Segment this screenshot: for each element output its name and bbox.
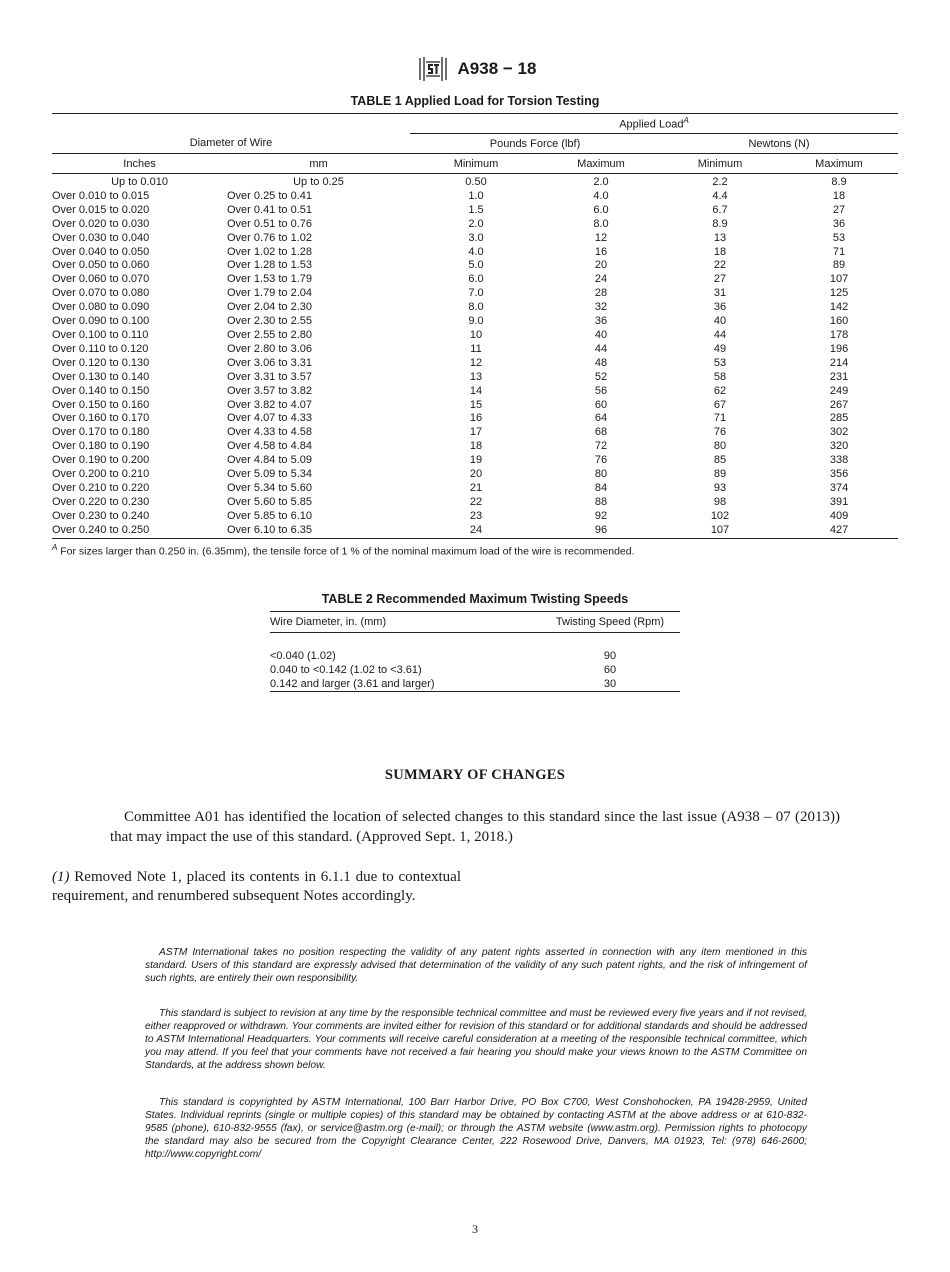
table-cell: 84: [594, 481, 608, 494]
table-cell: 62: [713, 384, 727, 397]
table-cell: 90: [603, 650, 617, 662]
document-id: A938 − 18: [457, 59, 537, 78]
col-wire-diameter: Wire Diameter, in. (mm): [270, 612, 540, 633]
table-row: [52, 287, 898, 301]
legal-copyright-notice: This standard is copyrighted by ASTM International, 100 Barr Harbor Drive, PO Box C700, West Conshohocken, PA 19428-2959, United States. Individual reprints (single or multiple copies) of this standard may be obtained by contacting ASTM at the above address or at 610-832-9585 (phone), 610-832-9555 (fax), or service@astm.org (e-mail); or through the ASTM website (www.astm.org). Permission rights to photocopy the standard may also be secured from the Copyright Clearance Center, 222 Rosewood Drive, Danvers, MA 01923, Tel: (978) 646-2600; http://www.copyright.com/: [145, 1097, 807, 1161]
table-row: [52, 273, 898, 287]
table-cell: Over 0.080 to 0.090: [52, 301, 150, 314]
table-cell: Over 0.110 to 0.120: [52, 342, 149, 355]
table-cell: 53: [832, 231, 846, 244]
table-row: [52, 357, 898, 371]
table-cell: 89: [832, 259, 846, 272]
table-row: [52, 204, 898, 218]
summary-title: SUMMARY OF CHANGES: [384, 767, 566, 783]
table-cell: Up to 0.010: [111, 176, 168, 188]
table-cell: 36: [832, 217, 846, 230]
table-cell: 93: [713, 481, 727, 494]
table1-applied-load: [52, 113, 898, 539]
table-cell: 285: [829, 412, 849, 425]
table-cell: Over 1.53 to 1.79: [227, 273, 312, 286]
col-lbf-minimum: Minimum: [410, 154, 542, 174]
table-cell: 15: [469, 398, 483, 411]
table-cell: 2.2: [712, 176, 728, 188]
table-cell: Over 5.34 to 5.60: [227, 481, 312, 494]
table2-twisting-speeds: [270, 611, 680, 692]
table-cell: Over 0.060 to 0.070: [52, 273, 150, 286]
table-cell: 89: [713, 468, 727, 481]
table-cell: Over 3.06 to 3.31: [227, 356, 312, 369]
astm-logo-icon: [414, 54, 452, 84]
table-cell: 16: [594, 245, 608, 258]
table-cell: Over 4.07 to 4.33: [227, 412, 312, 425]
table-cell: Over 0.150 to 0.160: [52, 398, 150, 411]
table-cell: Over 0.240 to 0.250: [52, 523, 150, 536]
table-cell: <0.040 (1.02): [270, 650, 336, 662]
table-cell: 58: [713, 370, 727, 383]
table-row: [52, 190, 898, 204]
table-cell: Over 0.050 to 0.060: [52, 259, 150, 272]
table-cell: Over 0.51 to 0.76: [227, 217, 312, 230]
table-cell: Over 1.28 to 1.53: [227, 259, 312, 272]
table-cell: Over 2.04 to 2.30: [227, 301, 312, 314]
col-twisting-speed: Twisting Speed (Rpm): [540, 612, 680, 633]
col-n-minimum: Minimum: [660, 154, 780, 174]
table-cell: Over 4.33 to 4.58: [227, 426, 312, 439]
table-cell: 7.0: [468, 287, 484, 300]
document-header: [0, 52, 950, 86]
header-newtons: Newtons (N): [660, 134, 898, 154]
table-cell: 64: [594, 412, 608, 425]
table-cell: Over 0.130 to 0.140: [52, 370, 150, 383]
table-cell: 427: [829, 523, 849, 536]
table-cell: Over 0.120 to 0.130: [52, 356, 150, 369]
table-cell: 67: [713, 398, 727, 411]
table-cell: 4.0: [593, 189, 609, 202]
table-cell: 4.4: [712, 189, 728, 202]
table-cell: Up to 0.25: [293, 176, 344, 188]
table-cell: 11: [470, 342, 482, 355]
table-cell: 80: [594, 468, 608, 481]
table-cell: 338: [829, 454, 849, 467]
change-item: [52, 868, 461, 906]
table-cell: Over 3.31 to 3.57: [227, 370, 312, 383]
table-cell: 18: [832, 189, 846, 202]
table-cell: 18: [469, 440, 483, 453]
col-n-maximum: Maximum: [780, 154, 898, 174]
table-row: [52, 343, 898, 357]
table-cell: Over 0.25 to 0.41: [227, 189, 312, 202]
table-cell: Over 2.80 to 3.06: [227, 342, 312, 355]
table-cell: 80: [713, 440, 727, 453]
table-cell: 1.5: [468, 203, 484, 216]
table-cell: 12: [469, 356, 483, 369]
table-cell: Over 6.10 to 6.35: [227, 523, 312, 536]
table-cell: 107: [710, 523, 730, 536]
table-cell: 53: [713, 356, 727, 369]
table-cell: Over 0.180 to 0.190: [52, 440, 150, 453]
table-cell: Over 0.010 to 0.015: [52, 189, 150, 202]
table-cell: 267: [829, 398, 849, 411]
table-cell: 40: [594, 328, 608, 341]
table-cell: 102: [710, 509, 730, 522]
table-cell: 20: [469, 468, 483, 481]
table-cell: 71: [832, 245, 846, 258]
table-cell: Over 0.210 to 0.220: [52, 481, 150, 494]
table-cell: 28: [594, 287, 608, 300]
table-cell: Over 0.230 to 0.240: [52, 509, 150, 522]
table-cell: 6.7: [712, 203, 728, 216]
table-cell: 0.50: [465, 176, 487, 188]
table-cell: 60: [603, 664, 617, 676]
header-pounds-force: Pounds Force (lbf): [410, 134, 660, 154]
table-cell: 19: [469, 454, 483, 467]
change-item-number: (1): [52, 869, 70, 885]
table-cell: 27: [713, 273, 727, 286]
table-cell: 2.0: [468, 217, 484, 230]
table-cell: Over 0.160 to 0.170: [52, 412, 150, 425]
table-cell: 88: [594, 495, 608, 508]
table-row: [52, 399, 898, 413]
summary-intro: Committee A01 has identified the location of selected changes to this standard since the last issue (A938 – 07 (2013)) that may impact the use of this standard. (Approved Sept. 1, 2018.): [110, 809, 840, 845]
table-cell: 160: [829, 315, 849, 328]
table-cell: 0.040 to <0.142 (1.02 to <3.61): [270, 664, 422, 676]
table2-body: [270, 633, 680, 692]
table-row: [52, 468, 898, 482]
table-row: [52, 510, 898, 524]
table-row: [52, 218, 898, 232]
table-cell: 302: [829, 426, 849, 439]
table-cell: 391: [829, 495, 849, 508]
table-cell: 14: [469, 384, 483, 397]
table-row: [270, 677, 680, 692]
table-cell: 27: [832, 203, 846, 216]
table-cell: Over 0.020 to 0.030: [52, 217, 150, 230]
table-cell: 249: [829, 384, 849, 397]
table-cell: Over 2.30 to 2.55: [227, 315, 312, 328]
table-cell: 32: [594, 301, 608, 314]
legal-revision-notice: This standard is subject to revision at any time by the responsible technical committee and must be reviewed every five years and if not revised, either reapproved or withdrawn. Your comments are invited either for revision of this standard or for additional standards and should be addressed to ASTM International Headquarters. Your comments will receive careful consideration at a meeting of the responsible technical committee, which you may attend. If you feel that your comments have not received a fair hearing you should make your views known to the ASTM Committee on Standards, at the address shown below.: [145, 1008, 807, 1072]
col-lbf-maximum: Maximum: [542, 154, 660, 174]
table-cell: 76: [713, 426, 727, 439]
table-cell: Over 0.76 to 1.02: [227, 231, 312, 244]
table-cell: 9.0: [468, 315, 484, 328]
table-row: [52, 524, 898, 538]
table-cell: 44: [713, 328, 727, 341]
table-row: [52, 232, 898, 246]
table-cell: 22: [469, 495, 483, 508]
table2-title: TABLE 2 Recommended Maximum Twisting Speeds: [321, 592, 629, 606]
table-cell: 178: [829, 328, 849, 341]
table-row: [52, 496, 898, 510]
table-cell: 1.0: [468, 189, 484, 202]
table-cell: 4.0: [468, 245, 484, 258]
table-cell: 31: [713, 287, 727, 300]
table-cell: 20: [594, 259, 608, 272]
table-cell: Over 0.41 to 0.51: [227, 203, 312, 216]
table1-body: [52, 174, 898, 539]
table-cell: 374: [829, 481, 849, 494]
table-cell: Over 1.02 to 1.28: [227, 245, 312, 258]
table-row: [52, 482, 898, 496]
table-cell: 5.0: [468, 259, 484, 272]
table-cell: 356: [829, 468, 849, 481]
table-row: [52, 371, 898, 385]
table-cell: Over 0.190 to 0.200: [52, 454, 150, 467]
table-cell: 40: [713, 315, 727, 328]
table-cell: 44: [594, 342, 608, 355]
col-inches: Inches: [52, 154, 227, 174]
table1-title: TABLE 1 Applied Load for Torsion Testing: [350, 94, 600, 108]
table-cell: 125: [829, 287, 849, 300]
table-cell: Over 0.220 to 0.230: [52, 495, 150, 508]
table-cell: 24: [594, 273, 608, 286]
table-row: [270, 663, 680, 677]
header-diameter-of-wire: Diameter of Wire: [52, 134, 410, 154]
table-cell: 8.0: [468, 301, 484, 314]
table-row: [52, 426, 898, 440]
table-row: [52, 315, 898, 329]
table-cell: 24: [469, 523, 483, 536]
table-cell: 22: [713, 259, 727, 272]
table-cell: Over 1.79 to 2.04: [227, 287, 312, 300]
table-row: [52, 412, 898, 426]
table-row: [52, 174, 898, 190]
table-cell: Over 0.090 to 0.100: [52, 315, 150, 328]
table-cell: 13: [469, 370, 483, 383]
table-cell: 214: [829, 356, 849, 369]
table-cell: 36: [594, 315, 608, 328]
table-cell: Over 5.09 to 5.34: [227, 468, 312, 481]
table-cell: 48: [594, 356, 608, 369]
table-cell: 52: [594, 370, 608, 383]
table-cell: 13: [713, 231, 727, 244]
table-cell: 2.0: [593, 176, 609, 188]
table-cell: 3.0: [468, 231, 484, 244]
table-cell: Over 0.200 to 0.210: [52, 468, 150, 481]
table-cell: 36: [713, 301, 727, 314]
table-cell: Over 4.58 to 4.84: [227, 440, 312, 453]
table-cell: 17: [469, 426, 483, 439]
table-row: [52, 440, 898, 454]
table-row: [52, 385, 898, 399]
table-cell: 196: [829, 342, 849, 355]
table-cell: 6.0: [468, 273, 484, 286]
table-cell: 68: [594, 426, 608, 439]
table-row: [52, 454, 898, 468]
table-row: [52, 259, 898, 273]
table-cell: 0.142 and larger (3.61 and larger): [270, 678, 435, 690]
table-cell: 30: [603, 678, 617, 690]
table-cell: 8.9: [831, 176, 847, 188]
col-mm: mm: [227, 154, 410, 174]
legal-patent-notice: ASTM International takes no position respecting the validity of any patent rights asserted in connection with any item mentioned in this standard. Users of this standard are expressly advised that determination of the validity of any such patent rights, and the risk of infringement of such rights, are entirely their own responsibility.: [145, 947, 807, 985]
table-cell: Over 3.82 to 4.07: [227, 398, 312, 411]
table-cell: 16: [469, 412, 483, 425]
table-cell: Over 0.015 to 0.020: [52, 203, 150, 216]
table-cell: 409: [829, 509, 849, 522]
table-cell: Over 0.040 to 0.050: [52, 245, 150, 258]
table-cell: 96: [594, 523, 608, 536]
table-cell: 49: [713, 342, 727, 355]
change-item-text: Removed Note 1, placed its contents in 6.1.1 due to contextual requirement, and renumbered subsequent Notes accordingly.: [52, 869, 461, 904]
table-cell: 85: [713, 454, 727, 467]
table1-footnote: $^A$ For sizes larger than 0.250 in. (6.35mm), the tensile force of 1 % of the nominal maximum load of the wire is recommended.: [52, 543, 635, 558]
table-cell: 320: [829, 440, 849, 453]
table-cell: 8.9: [712, 217, 728, 230]
table-cell: Over 0.140 to 0.150: [52, 384, 150, 397]
table-cell: Over 4.84 to 5.09: [227, 454, 312, 467]
table-row: [270, 649, 680, 663]
table-row: [52, 246, 898, 260]
table-row: [52, 301, 898, 315]
table-cell: 23: [469, 509, 483, 522]
table-cell: 60: [594, 398, 608, 411]
table-cell: 8.0: [593, 217, 609, 230]
table-cell: 21: [469, 481, 483, 494]
table-cell: 92: [594, 509, 608, 522]
table-cell: 142: [829, 301, 849, 314]
table-cell: Over 0.100 to 0.110: [52, 328, 149, 341]
table-cell: Over 0.170 to 0.180: [52, 426, 150, 439]
table-cell: Over 2.55 to 2.80: [227, 328, 312, 341]
table-cell: 56: [594, 384, 608, 397]
table-cell: 76: [594, 454, 608, 467]
table-cell: 231: [829, 370, 849, 383]
table-cell: 107: [829, 273, 849, 286]
table-cell: 98: [713, 495, 727, 508]
header-applied-load: Applied Load$^A$: [410, 114, 898, 134]
table-cell: 10: [469, 328, 483, 341]
table-cell: Over 0.030 to 0.040: [52, 231, 150, 244]
table-cell: 71: [713, 412, 727, 425]
table-cell: 12: [594, 231, 608, 244]
page-number: 3: [472, 1222, 478, 1236]
table-cell: Over 5.85 to 6.10: [227, 509, 312, 522]
table-cell: 18: [713, 245, 727, 258]
table-cell: 6.0: [593, 203, 609, 216]
table-cell: Over 0.070 to 0.080: [52, 287, 150, 300]
table-cell: Over 3.57 to 3.82: [227, 384, 312, 397]
table-cell: 72: [594, 440, 608, 453]
table-row: [52, 329, 898, 343]
table-cell: Over 5.60 to 5.85: [227, 495, 312, 508]
